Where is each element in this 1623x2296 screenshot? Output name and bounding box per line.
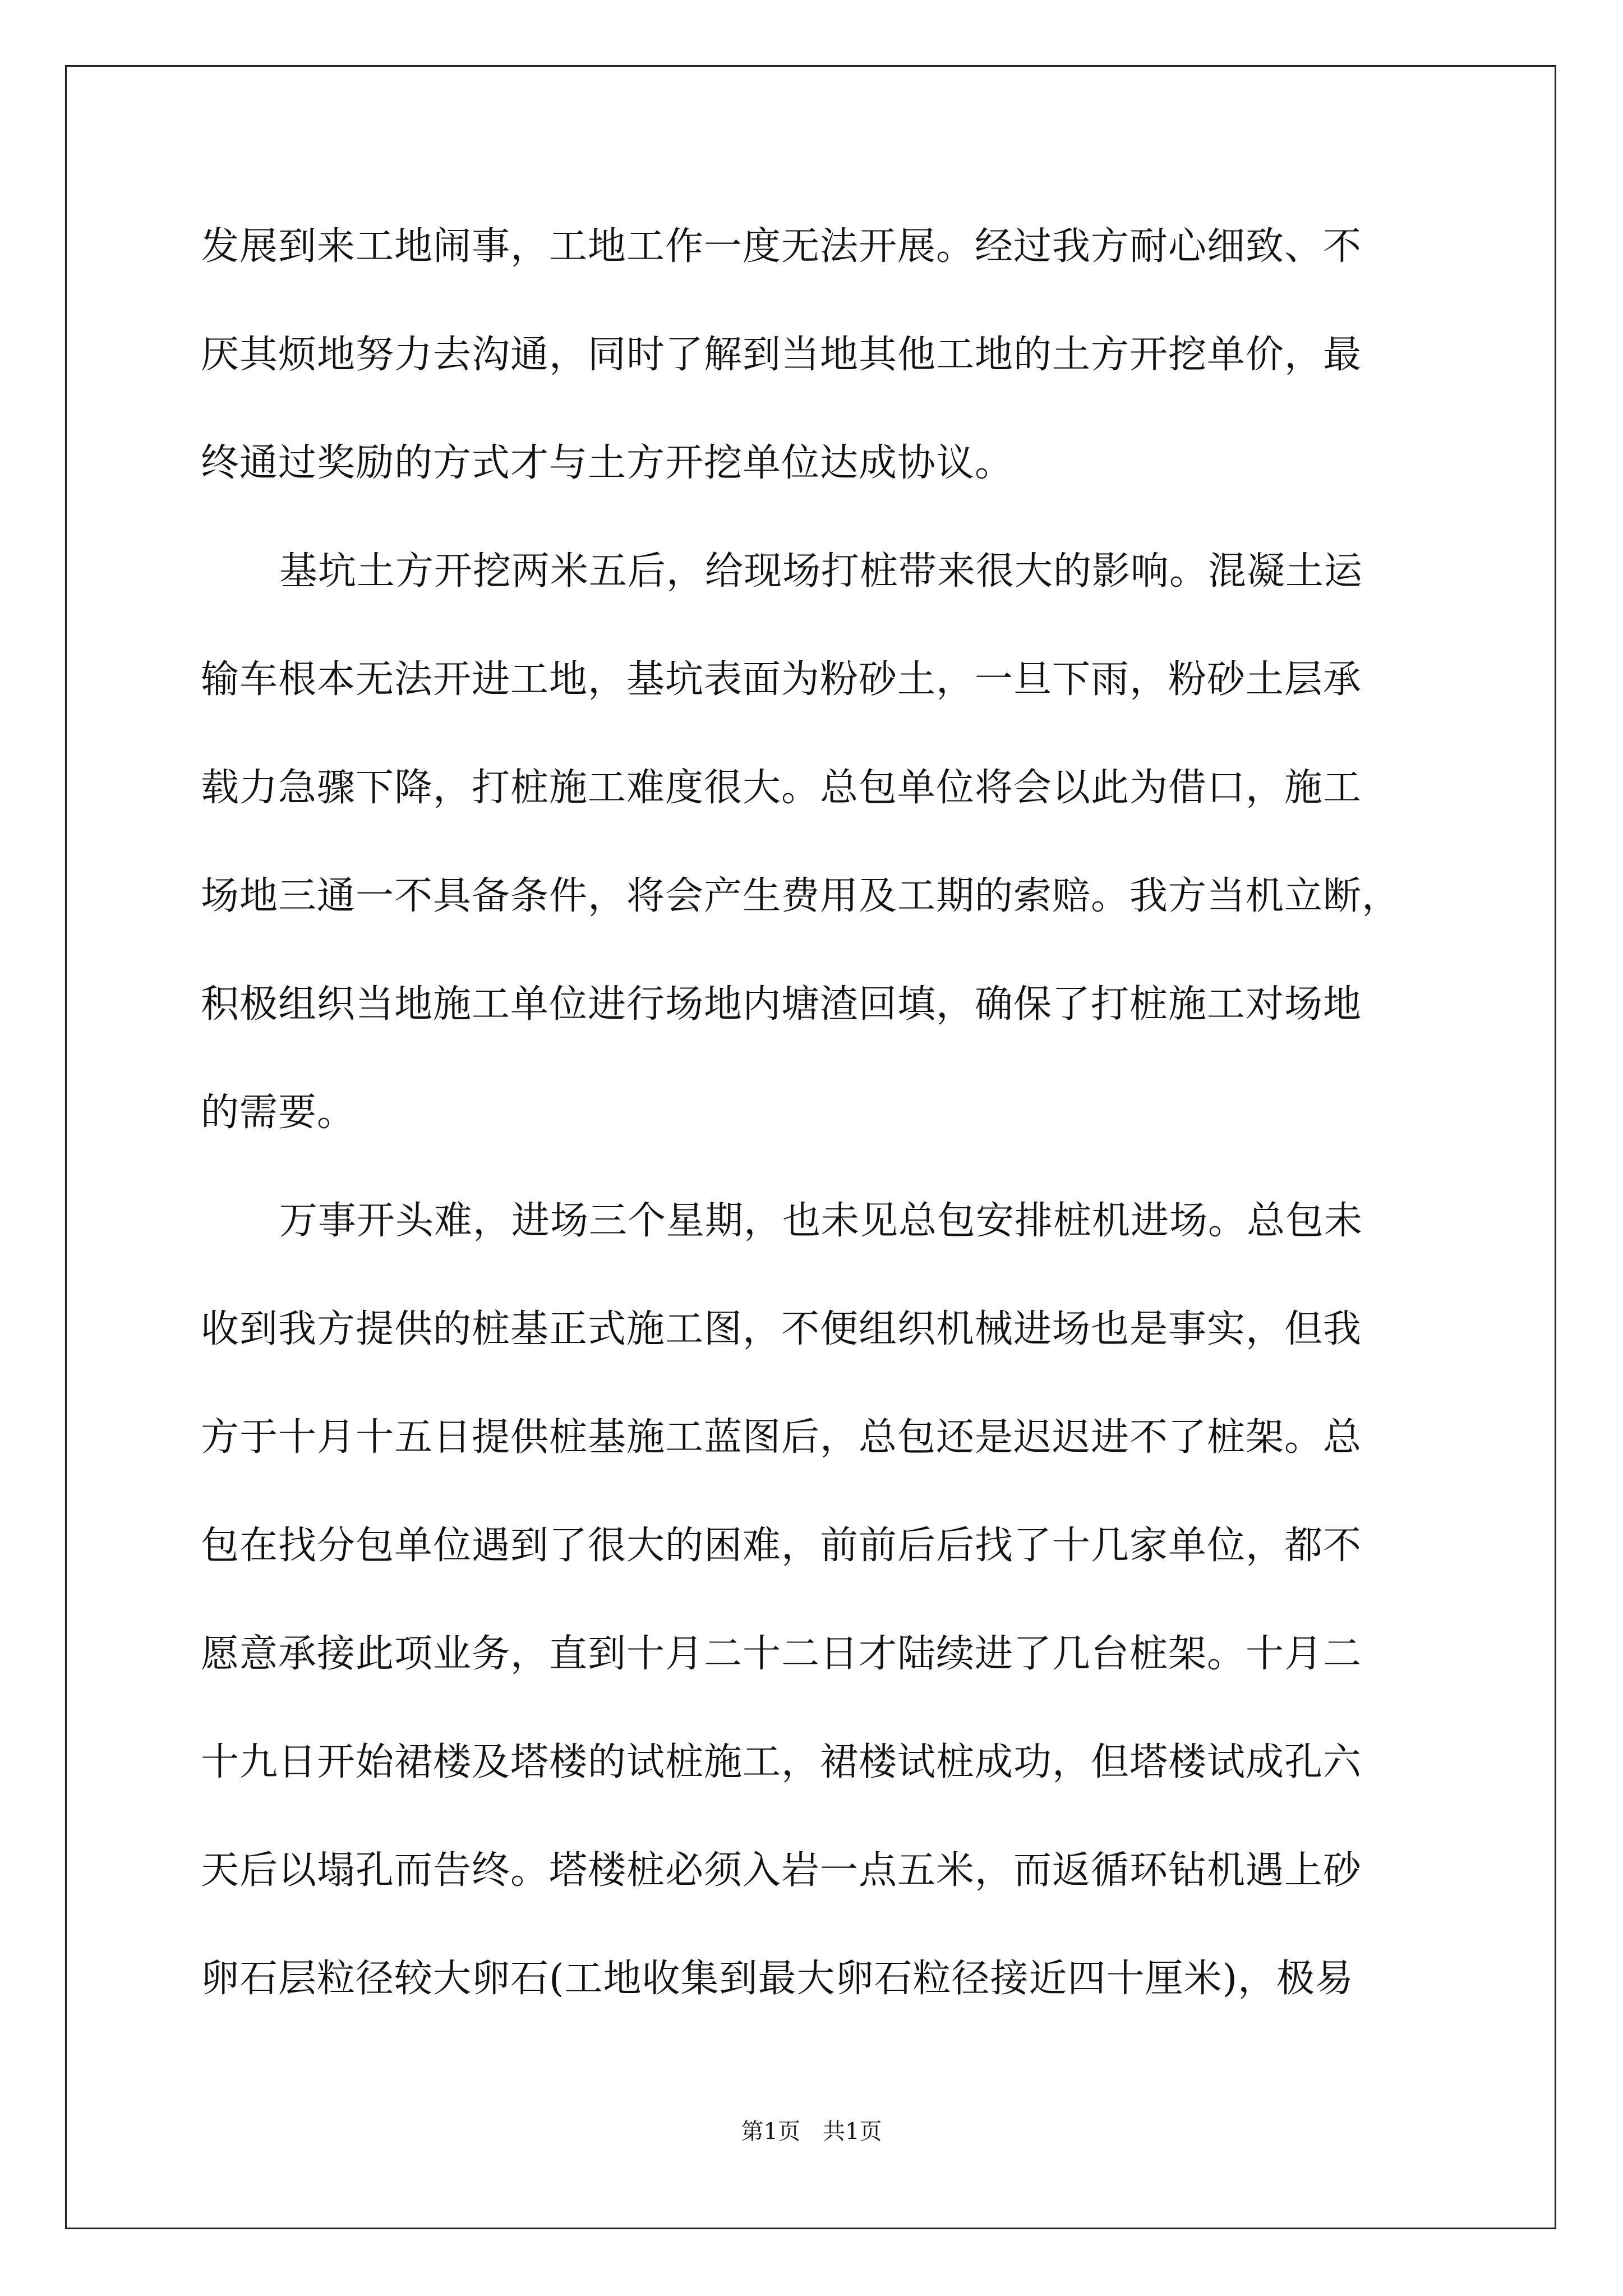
text-line: 收到我方提供的桩基正式施工图，不便组织机械进场也是事实，但我 <box>201 1307 1362 1351</box>
text-line: 十九日开始裙楼及塔楼的试桩施工，裙楼试桩成功，但塔楼试成孔六 <box>201 1740 1362 1784</box>
text-line: 厌其烦地努力去沟通，同时了解到当地其他工地的土方开挖单价，最 <box>201 333 1362 377</box>
text-line: 包在找分包单位遇到了很大的困难，前前后后找了十几家单位，都不 <box>201 1524 1362 1568</box>
text-line: 卵石层粒径较大卵石(工地收集到最大卵石粒径接近四十厘米)，极易 <box>201 1957 1354 2001</box>
text-line: 输车根本无法开进工地，基坑表面为粉砂土，一旦下雨，粉砂土层承 <box>201 657 1362 702</box>
text-line: 发展到来工地闹事，工地工作一度无法开展。经过我方耐心细致、不 <box>201 224 1362 269</box>
text-line: 的需要。 <box>201 1091 356 1135</box>
text-line: 愿意承接此项业务，直到十月二十二日才陆续进了几台桩架。十月二 <box>201 1632 1362 1676</box>
text-line: 方于十月十五日提供桩基施工蓝图后，总包还是迟迟进不了桩架。总 <box>201 1415 1362 1460</box>
text-line: 天后以塌孔而告终。塔楼桩必须入岩一点五米，而返循环钻机遇上砂 <box>201 1848 1362 1893</box>
text-line: 载力急骤下降，打桩施工难度很大。总包单位将会以此为借口，施工 <box>201 766 1362 810</box>
text-line: 积极组织当地施工单位进行场地内塘渣回填，确保了打桩施工对场地 <box>201 982 1362 1027</box>
text-line: 基坑土方开挖两米五后，给现场打桩带来很大的影响。混凝土运 <box>279 549 1363 593</box>
text-line: 终通过奖励的方式才与土方开挖单位达成协议。 <box>201 441 1014 485</box>
page-number: 第1页 共1页 <box>741 2119 882 2145</box>
text-line: 万事开头难，进场三个星期，也未见总包安排桩机进场。总包未 <box>279 1199 1363 1243</box>
text-line: 场地三通一不具备条件，将会产生费用及工期的索赔。我方当机立断， <box>201 874 1401 918</box>
page-border <box>65 65 1556 2229</box>
